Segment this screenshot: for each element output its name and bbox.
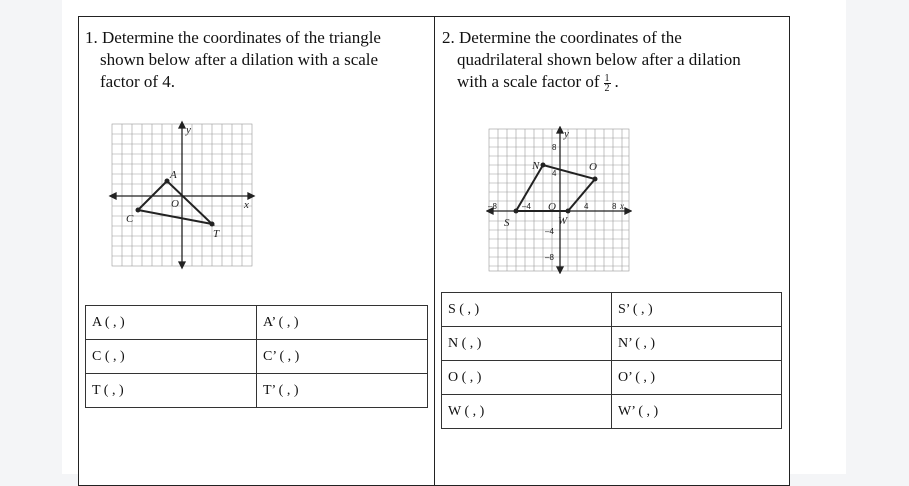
problem-2-prompt (442, 27, 782, 93)
fraction-numerator: 1 (604, 72, 610, 84)
point-a (165, 179, 170, 184)
answer-cell-s-prime[interactable]: S’ ( , ) (611, 293, 781, 327)
origin-label: O (548, 201, 556, 213)
table-row (442, 395, 782, 429)
problem-1-number: 1. (85, 28, 98, 47)
axes (487, 127, 631, 273)
problem-2-line-1 (442, 27, 782, 49)
table-row (86, 306, 428, 340)
label-w: W (558, 215, 568, 227)
one-half-fraction (604, 74, 611, 93)
problem-2-number: 2. (442, 28, 455, 47)
problem-1-prompt (85, 27, 425, 93)
answer-cell-w-prime[interactable]: W’ ( , ) (611, 395, 781, 429)
problem-1-line-1 (85, 27, 425, 49)
label-o: O (589, 161, 597, 173)
table-row (442, 361, 782, 395)
problem-2-answer-table (441, 292, 782, 429)
answer-cell-s[interactable]: S ( , ) (442, 293, 612, 327)
answer-cell-t-prime[interactable]: T’ ( , ) (256, 374, 427, 408)
origin-label: O (171, 198, 179, 210)
grid-lines (489, 129, 629, 271)
x-axis-label: x (620, 201, 624, 211)
point-c (136, 208, 141, 213)
problem-2-text-3: with a scale factor of (457, 72, 600, 91)
point-o (593, 177, 598, 182)
problem-2-period: . (614, 72, 619, 91)
table-row (442, 327, 782, 361)
answer-cell-t[interactable]: T ( , ) (86, 374, 257, 408)
answer-cell-o-prime[interactable]: O’ ( , ) (611, 361, 781, 395)
tick-label-y-neg4: –4 (545, 227, 554, 236)
problem-1-line-3: factor of 4. (100, 72, 176, 91)
problem-1-answer-table (85, 305, 428, 408)
column-divider (434, 16, 435, 486)
fraction-denominator: 2 (604, 82, 610, 94)
tick-label-y-4: 4 (552, 169, 557, 178)
answer-cell-c-prime[interactable]: C’ ( , ) (256, 340, 427, 374)
label-a: A (170, 169, 177, 181)
table-row (86, 374, 428, 408)
y-axis-label: y (564, 128, 569, 140)
triangle-graph (108, 120, 256, 270)
point-n (541, 163, 546, 168)
quadrilateral-graph (486, 126, 632, 274)
problem-1-text-1: Determine the coordinates of the triangle (102, 28, 381, 47)
answer-cell-c[interactable]: C ( , ) (86, 340, 257, 374)
answer-cell-a-prime[interactable]: A’ ( , ) (256, 306, 427, 340)
label-c: C (126, 213, 134, 225)
x-axis-label: x (244, 199, 249, 211)
problem-2-line-3 (442, 71, 782, 93)
y-axis-label: y (186, 124, 191, 136)
point-s (514, 209, 519, 214)
table-row (442, 293, 782, 327)
problem-1-line-2: shown below after a dilation with a scale (100, 50, 379, 69)
point-w (566, 209, 571, 214)
table-row (86, 340, 428, 374)
problem-2-line-2: quadrilateral shown below after a dilation (457, 50, 741, 69)
label-s: S (504, 217, 510, 229)
tick-label-x-4: 4 (584, 202, 589, 211)
label-n: N (532, 160, 540, 172)
answer-cell-a[interactable]: A ( , ) (86, 306, 257, 340)
label-t: T (213, 228, 220, 240)
tick-label-y-neg8: –8 (545, 253, 554, 262)
answer-cell-w[interactable]: W ( , ) (442, 395, 612, 429)
answer-cell-n-prime[interactable]: N’ ( , ) (611, 327, 781, 361)
tick-label-x-neg4: –4 (522, 202, 531, 211)
tick-label-y-8: 8 (552, 143, 557, 152)
answer-cell-o[interactable]: O ( , ) (442, 361, 612, 395)
tick-label-x-8: 8 (612, 202, 617, 211)
tick-label-x-neg8: –8 (488, 202, 497, 211)
point-t (210, 222, 215, 227)
problem-2-text-1: Determine the coordinates of the (459, 28, 682, 47)
answer-cell-n[interactable]: N ( , ) (442, 327, 612, 361)
